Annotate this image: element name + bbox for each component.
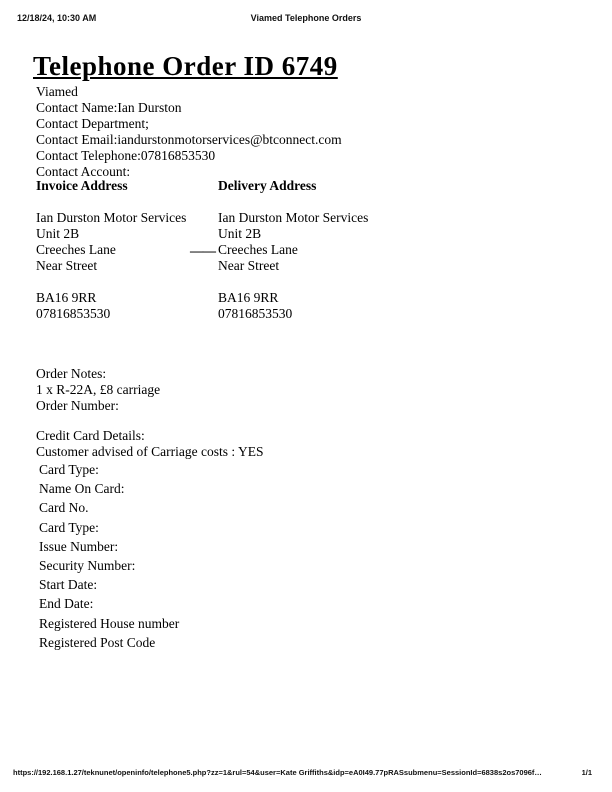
order-number-label: Order Number:	[36, 398, 119, 413]
print-header-title: Viamed Telephone Orders	[250, 13, 362, 23]
page-title: Telephone Order ID 6749	[33, 51, 338, 82]
invoice-postcode: BA16 9RR	[36, 290, 97, 305]
contact-details-block	[36, 84, 342, 180]
contact-telephone-line: Contact Telephone:07816853530	[36, 148, 216, 163]
credit-card-header: Credit Card Details:	[36, 428, 145, 443]
order-notes-label: Order Notes:	[36, 366, 107, 381]
invoice-phone: 07816853530	[36, 306, 111, 321]
invoice-address-line: Near Street	[36, 258, 98, 273]
contact-name-line: Contact Name:Ian Durston	[36, 100, 182, 115]
name-on-card-label: Name On Card:	[39, 481, 125, 497]
invoice-address-line: Ian Durston Motor Services	[36, 210, 187, 225]
invoice-address-line: Unit 2B	[36, 226, 80, 241]
start-date-label: Start Date:	[39, 577, 98, 593]
delivery-postcode: BA16 9RR	[218, 290, 279, 305]
delivery-phone: 07816853530	[218, 306, 293, 321]
end-date-label: End Date:	[39, 596, 94, 612]
carriage-costs-note: Customer advised of Carriage costs : YES	[36, 444, 264, 459]
print-footer-url: https://192.168.1.27/teknunet/openinfo/telephone5.php?zz=1&rul=54&user=Kate Griffiths&idp=eA0I49.77pRASsubmenu=SessionId=6838s2os7096f…	[13, 768, 542, 777]
credit-card-header-block	[36, 428, 263, 460]
security-number-label: Security Number:	[39, 558, 136, 574]
invoice-address-line: Creeches Lane	[36, 242, 116, 257]
contact-account-line: Contact Account:	[36, 164, 131, 179]
issue-number-label: Issue Number:	[39, 538, 119, 554]
delivery-address-line: Unit 2B	[218, 226, 262, 241]
delivery-address-line: Creeches Lane	[218, 242, 298, 257]
print-footer-page-number: 1/1	[581, 768, 592, 777]
delivery-address-header: Delivery Address	[218, 178, 317, 193]
contact-department-line: Contact Department;	[36, 116, 149, 131]
contact-email-line: Contact Email:iandurstonmotorservices@btconnect.com	[36, 132, 342, 147]
order-notes-value: 1 x R-22A, £8 carriage	[36, 382, 161, 397]
delivery-address-line: Ian Durston Motor Services	[218, 210, 369, 225]
delivery-address-line: Near Street	[218, 258, 280, 273]
order-notes-block	[36, 366, 160, 414]
credit-card-fields	[39, 460, 179, 652]
company-name: Viamed	[36, 84, 78, 99]
address-separator-dashes: ——	[190, 243, 215, 258]
card-type-label: Card Type:	[39, 519, 99, 535]
registered-post-code-label: Registered Post Code	[39, 634, 156, 650]
addresses-block	[36, 178, 456, 322]
card-type-label: Card Type:	[39, 462, 99, 477]
print-header-datetime: 12/18/24, 10:30 AM	[17, 13, 97, 23]
card-no-label: Card No.	[39, 500, 89, 516]
registered-house-number-label: Registered House number	[39, 615, 180, 631]
invoice-address-header: Invoice Address	[36, 178, 128, 193]
delivery-address-column	[218, 178, 456, 322]
